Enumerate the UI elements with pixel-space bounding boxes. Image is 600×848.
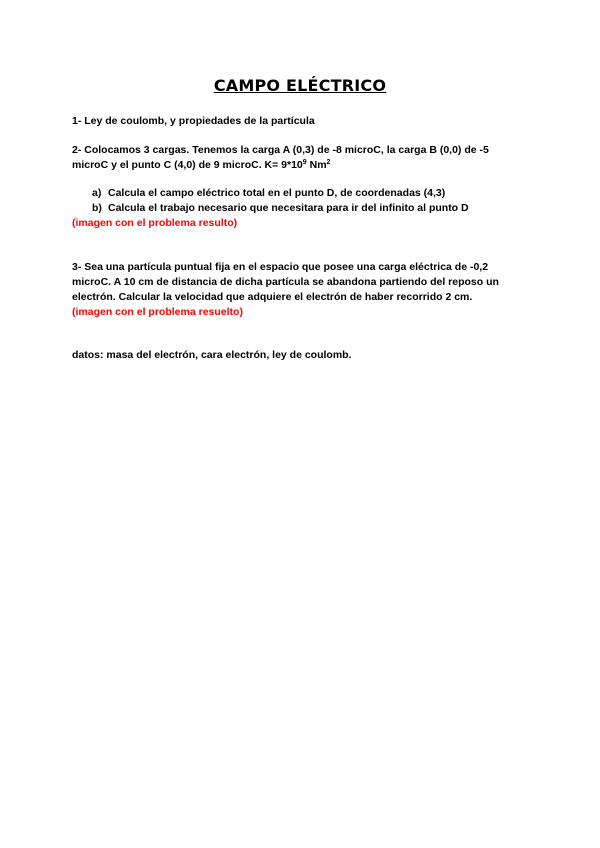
question-3-line-1: 3- Sea una partícula puntual fija en el espacio que posee una carga eléctrica de -0,2 (72, 261, 489, 273)
exponent-9: 9 (302, 159, 307, 166)
sub-question-a (92, 186, 445, 201)
question-2-line-2 (72, 158, 532, 173)
sub-question-b-marker: b) (92, 202, 102, 214)
unit-text: Nm (306, 159, 327, 171)
page-title: CAMPO ELÉCTRICO (213, 76, 387, 95)
sub-question-a-marker: a) (92, 187, 102, 199)
sub-question-a-text: Calcula el campo eléctrico total en el punto D, de coordenadas (4,3) (108, 187, 446, 199)
data-note: datos: masa del electrón, cara electrón, ley de coulomb. (72, 349, 352, 361)
exponent-2: 2 (326, 159, 331, 166)
question-1: 1- Ley de coulomb, y propiedades de la partícula (72, 115, 315, 127)
question-3-line-2: microC. A 10 cm de distancia de dicha partícula se abandona partiendo del reposo un (72, 276, 499, 288)
sub-question-b-text: Calcula el trabajo necesario que necesitara para ir del infinito al punto D (108, 202, 469, 214)
sub-question-b (92, 201, 469, 216)
question-3-line-3: electrón. Calcular la velocidad que adquiere el electrón de haber recorrido 2 cm. (72, 291, 473, 303)
question-3-note: (imagen con el problema resuelto) (72, 306, 243, 318)
question-2-line-1: 2- Colocamos 3 cargas. Tenemos la carga A (0,3) de -8 microC, la carga B (0,0) de -5 (72, 144, 489, 156)
question-2-line-2-text: microC y el punto C (4,0) de 9 microC. K= 9*10 (72, 159, 303, 171)
question-2-note: (imagen con el problema resulto) (72, 217, 238, 229)
